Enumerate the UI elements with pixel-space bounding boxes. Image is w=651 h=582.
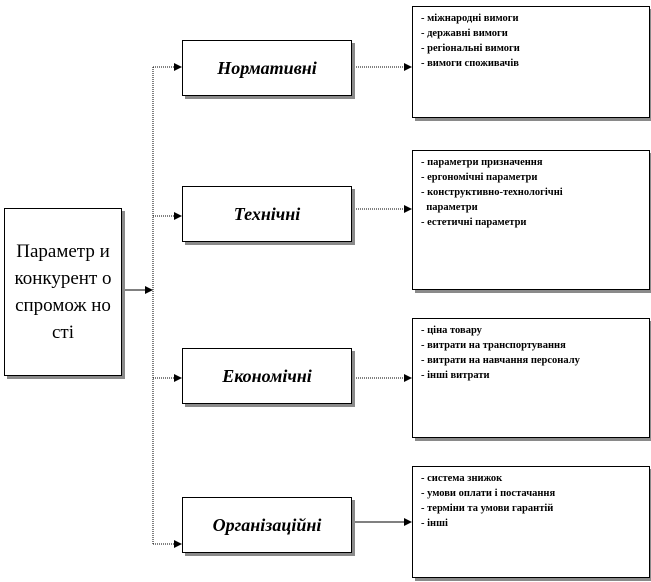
list-item: - система знижок	[421, 473, 503, 484]
list-item: параметри	[421, 202, 478, 213]
list-item: - естетичні параметри	[421, 217, 527, 228]
category-box-normative	[182, 40, 352, 96]
detail-list	[421, 323, 649, 383]
list-item: - витрати на навчання персоналу	[421, 355, 580, 366]
list-item: - умови оплати і постачання	[421, 488, 556, 499]
detail-list	[421, 155, 649, 230]
root-label: Параметр и конкурент оспромож ності	[14, 241, 112, 343]
list-item: - інші витрати	[421, 370, 490, 381]
list-item: - державні вимоги	[421, 28, 508, 39]
category-box-organizational	[182, 497, 352, 553]
list-item: - терміни та умови гарантій	[421, 503, 554, 514]
category-box-technical	[182, 186, 352, 242]
list-item: - параметри призначення	[421, 157, 543, 168]
list-item: - витрати на транспортування	[421, 340, 566, 351]
detail-box-organizational	[412, 466, 650, 578]
list-item: - регіональні вимоги	[421, 43, 520, 54]
category-title: Технічні	[233, 203, 301, 224]
category-title: Економічні	[222, 365, 312, 386]
root-box	[4, 208, 122, 376]
list-item: - інші	[421, 518, 448, 529]
list-item: - конструктивно-технологічні	[421, 187, 563, 198]
category-title: Організаційні	[212, 514, 322, 535]
list-item: - вимоги споживачів	[421, 58, 519, 69]
detail-list	[421, 11, 649, 71]
list-item: - ергономічні параметри	[421, 172, 538, 183]
detail-box-technical	[412, 150, 650, 290]
detail-box-economic	[412, 318, 650, 438]
list-item: - ціна товару	[421, 325, 482, 336]
list-item: - міжнародні вимоги	[421, 13, 519, 24]
detail-box-normative	[412, 6, 650, 118]
category-title: Нормативні	[217, 57, 317, 78]
detail-list	[421, 471, 649, 531]
category-box-economic	[182, 348, 352, 404]
